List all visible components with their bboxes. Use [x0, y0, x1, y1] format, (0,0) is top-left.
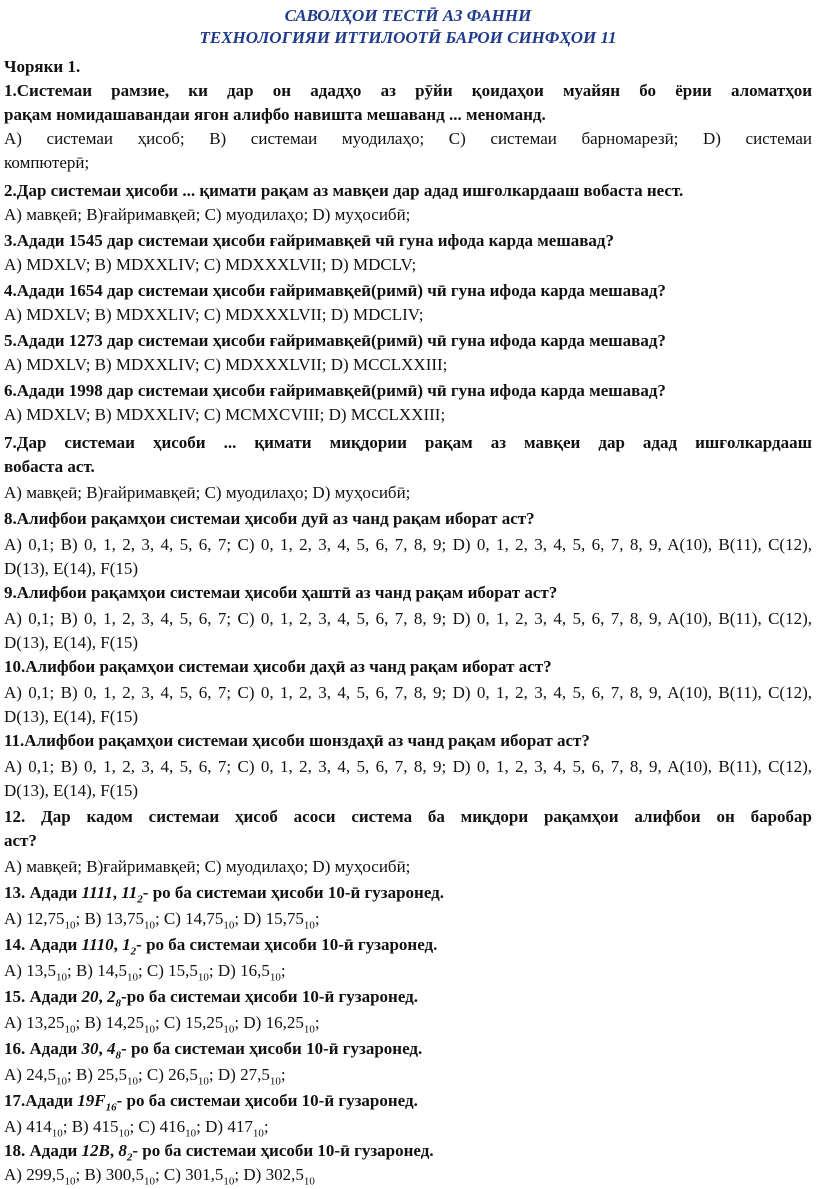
question-13-separator: , — [112, 883, 122, 902]
answer-option-base: 10 — [269, 971, 281, 984]
question-17-number: 19 — [77, 1091, 95, 1110]
question-18 — [4, 1140, 812, 1162]
question-1-answers-line-1: А) системаи ҳисоб; В) системаи муодилаҳо; С) системаи барномарезӣ; D) системаи — [4, 129, 812, 148]
question-17-instruction: - ро ба системаи ҳисоби 10-ӣ гузаронед. — [116, 1091, 418, 1110]
answer-option-separator: ; — [129, 1117, 139, 1136]
question-10-answers-line-2: D(13), E(14), F(15) — [4, 707, 139, 726]
question-12-line-2: аст? — [4, 831, 37, 850]
question-14-text: 14. Адади — [4, 935, 82, 954]
question-6: 6.Адади 1998 дар системаи ҳисоби ғайримавқеӣ(римӣ) чӣ гуна ифода карда мешавад? — [4, 381, 666, 400]
question-9-answers-line-2: D(13), E(14), F(15) — [4, 633, 139, 652]
question-14-instruction: - ро ба системаи ҳисоби 10-ӣ гузаронед. — [136, 935, 438, 954]
question-16-text: 16. Адади — [4, 1039, 82, 1058]
question-13-answers — [4, 908, 812, 930]
answer-option-separator: ; — [75, 1165, 85, 1184]
answer-option-separator: ; — [62, 1117, 72, 1136]
answer-option-separator: ; — [234, 1165, 244, 1184]
answer-option-separator: ; — [208, 1065, 218, 1084]
answer-option-value: 415 — [92, 1117, 119, 1136]
answer-option-label: D) — [243, 1165, 266, 1184]
question-8-answers-line-1: А) 0,1; В) 0, 1, 2, 3, 4, 5, 6, 7; С) 0, 1, 2, 3, 4, 5, 6, 7, 8, 9; D) 0, 1, 2, 3, 4, 5, 6, 7, 8, 9, A(10), B(11), C(12), — [4, 535, 812, 554]
question-4: 4.Адади 1654 дар системаи ҳисоби ғайримавқеӣ(римӣ) чӣ гуна ифода карда мешавад? — [4, 281, 666, 300]
question-14-base: 2 — [130, 945, 137, 958]
answer-option-separator: ; — [75, 1013, 85, 1032]
answer-option-value: 299,5 — [26, 1165, 65, 1184]
answer-option-base: 10 — [223, 1175, 235, 1188]
question-16-fraction: 4 — [107, 1039, 116, 1058]
answer-option-base: 10 — [197, 971, 209, 984]
question-14-number: 1110 — [81, 935, 114, 954]
answer-option-value: 14,5 — [97, 961, 127, 980]
question-16-separator: , — [98, 1039, 108, 1058]
question-18-instruction: - ро ба системаи ҳисоби 10-ӣ гузаронед. — [132, 1141, 434, 1160]
answer-option-separator: ; — [154, 1165, 164, 1184]
question-15-base: 8 — [115, 997, 122, 1010]
answer-option-base: 10 — [197, 1075, 209, 1088]
question-18-hex-digit: B — [98, 1141, 110, 1160]
answer-option-value: 302,5 — [265, 1165, 304, 1184]
question-10: 10.Алифбои рақамҳои системаи ҳисоби даҳӣ аз чанд рақам иборат аст? — [4, 657, 552, 676]
answer-option-base: 10 — [55, 971, 67, 984]
question-9: 9.Алифбои рақамҳои системаи ҳисоби ҳаштӣ аз чанд рақам иборат аст? — [4, 583, 558, 602]
answer-option-base: 10 — [143, 919, 155, 932]
answer-option-base: 10 — [303, 919, 315, 932]
answer-option-label: А) — [4, 1065, 27, 1084]
question-3-answers: А) MDXLV; B) MDXXLIV; C) MDXXXLVII; D) MDCLV; — [4, 255, 417, 274]
answer-option-base: 10 — [143, 1023, 155, 1036]
question-9-answers-line-1: А) 0,1; В) 0, 1, 2, 3, 4, 5, 6, 7; С) 0, 1, 2, 3, 4, 5, 6, 7, 8, 9; D) 0, 1, 2, 3, 4, 5, 6, 7, 8, 9, A(10), B(11), C(12), — [4, 609, 812, 628]
answer-option-base: 10 — [223, 1023, 235, 1036]
answer-option-label: D) — [243, 909, 266, 928]
question-1-answers-line-2: компютерӣ; — [4, 153, 90, 172]
question-5-answers: А) MDXLV; B) MDXXLIV; C) MDXXXLVII; D) MCCLXXIII; — [4, 355, 448, 374]
answer-option-label: D) — [217, 961, 241, 980]
answer-option-label: С) — [146, 961, 169, 980]
answer-option-base: 10 — [64, 1175, 76, 1188]
answer-option-value: 15,5 — [168, 961, 198, 980]
question-16-number: 30 — [81, 1039, 99, 1058]
answer-option-label: D) — [217, 1065, 241, 1084]
answer-option-value: 15,75 — [265, 909, 304, 928]
question-17-base: 16 — [105, 1101, 117, 1114]
answer-option-label: D) — [243, 1013, 266, 1032]
answer-option-value: 416 — [159, 1117, 186, 1136]
question-17 — [4, 1090, 812, 1112]
question-1-line-2: рақам номидашавандаи ягон алифбо навишта мешаванд ... меноманд. — [4, 105, 546, 124]
answer-option-separator: ; — [263, 1117, 269, 1136]
question-5: 5.Адади 1273 дар системаи ҳисоби ғайримавқеӣ(римӣ) чӣ гуна ифода карда мешавад? — [4, 331, 666, 350]
answer-option-value: 12,75 — [26, 909, 65, 928]
answer-option-separator: ; — [196, 1117, 206, 1136]
answer-option-base: 10 — [64, 1023, 76, 1036]
answer-option-separator: ; — [234, 909, 244, 928]
question-7-line-1: 7.Дар системаи ҳисоби ... қимати миқдории рақам аз мавқеи дар адад ишғолкардааш — [4, 433, 812, 452]
answer-option-base: 10 — [118, 1127, 130, 1140]
question-2-answers: А) мавқеӣ; В)ғайримавқеӣ; С) муодилаҳо; D) муҳосибӣ; — [4, 205, 411, 224]
question-16-answers — [4, 1064, 812, 1086]
answer-option-value: 13,75 — [105, 909, 144, 928]
answer-option-base: 10 — [64, 919, 76, 932]
question-18-answers — [4, 1164, 812, 1186]
answer-option-base: 10 — [303, 1175, 315, 1188]
answer-option-label: С) — [138, 1117, 160, 1136]
question-11-answers-line-1: А) 0,1; В) 0, 1, 2, 3, 4, 5, 6, 7; С) 0, 1, 2, 3, 4, 5, 6, 7, 8, 9; D) 0, 1, 2, 3, 4, 5, 6, 7, 8, 9, A(10), B(11), C(12), — [4, 757, 812, 776]
question-4-answers: А) MDXLV; B) MDXXLIV; C) MDXXXLVII; D) MDCLIV; — [4, 305, 424, 324]
answer-option-label: А) — [4, 1165, 27, 1184]
question-13-instruction: - ро ба системаи ҳисоби 10-ӣ гузаронед. — [142, 883, 444, 902]
answer-option-label: В) — [71, 1117, 93, 1136]
answer-option-value: 301,5 — [185, 1165, 224, 1184]
answer-option-separator: ; — [314, 909, 320, 928]
question-7-line-2: вобаста аст. — [4, 457, 95, 476]
question-1-line-1: 1.Системаи рамзие, ки дар он ададҳо аз рӯйи қоидаҳои муайян бо ёрии аломатҳои — [4, 81, 812, 100]
answer-option-separator: ; — [280, 1065, 286, 1084]
question-13-base: 2 — [137, 893, 143, 906]
answer-option-label: А) — [4, 1117, 27, 1136]
answer-option-separator: ; — [66, 1065, 76, 1084]
question-13-fraction: 11 — [121, 883, 138, 902]
answer-option-separator: ; — [75, 909, 85, 928]
answer-option-base: 10 — [185, 1127, 197, 1140]
question-13 — [4, 882, 812, 904]
question-18-base: 2 — [126, 1151, 133, 1164]
document-title-line-1: САВОЛҲОИ ТЕСТӢ АЗ ФАННИ — [284, 6, 532, 25]
answer-option-separator: ; — [234, 1013, 244, 1032]
question-6-answers: А) MDXLV; B) MDXXLIV; C) MCMXCVIII; D) MCCLXXIII; — [4, 405, 446, 424]
answer-option-separator: ; — [280, 961, 286, 980]
answer-option-value: 26,5 — [168, 1065, 198, 1084]
question-16 — [4, 1038, 812, 1060]
question-18-text: 18. Адади — [4, 1141, 82, 1160]
answer-option-base: 10 — [126, 1075, 138, 1088]
answer-option-base: 10 — [252, 1127, 264, 1140]
question-8-answers-line-2: D(13), E(14), F(15) — [4, 559, 139, 578]
question-14 — [4, 934, 812, 956]
answer-option-base: 10 — [126, 971, 138, 984]
question-10-answers-line-1: А) 0,1; В) 0, 1, 2, 3, 4, 5, 6, 7; С) 0, 1, 2, 3, 4, 5, 6, 7, 8, 9; D) 0, 1, 2, 3, 4, 5, 6, 7, 8, 9, A(10), B(11), C(12), — [4, 683, 812, 702]
question-15 — [4, 986, 812, 1008]
document-title-line-2: ТЕХНОЛОГИЯИ ИТТИЛООТӢ БАРОИ СИНФҲОИ 11 — [199, 28, 617, 47]
question-8: 8.Алифбои рақамҳои системаи ҳисоби дуӣ аз чанд рақам иборат аст? — [4, 509, 535, 528]
answer-option-value: 417 — [227, 1117, 253, 1136]
answer-option-label: А) — [4, 909, 27, 928]
answer-option-value: 16,5 — [240, 961, 270, 980]
question-18-number: 12 — [81, 1141, 99, 1160]
answer-option-separator: ; — [154, 1013, 164, 1032]
question-13-text: 13. Адади — [4, 883, 82, 902]
question-12-line-1: 12. Дар кадом системаи ҳисоб асоси система ба миқдори рақамҳои алифбои он баробар — [4, 807, 812, 826]
answer-option-label: А) — [4, 1013, 27, 1032]
answer-option-label: В) — [75, 961, 98, 980]
answer-option-base: 10 — [143, 1175, 155, 1188]
question-17-answers — [4, 1116, 812, 1138]
question-18-separator: , — [109, 1141, 119, 1160]
answer-option-value: 13,25 — [26, 1013, 65, 1032]
answer-option-value: 27,5 — [240, 1065, 270, 1084]
question-18-fraction: 8 — [118, 1141, 127, 1160]
question-2: 2.Дар системаи ҳисоби ... қимати рақам аз мавқеи дар адад ишғолкардааш вобаста нест. — [4, 181, 684, 200]
quarter-heading: Чоряки 1. — [4, 57, 81, 76]
answer-option-separator: ; — [154, 909, 164, 928]
answer-option-base: 10 — [303, 1023, 315, 1036]
answer-option-base: 10 — [51, 1127, 63, 1140]
answer-option-separator: ; — [314, 1013, 320, 1032]
question-13-number: 1111 — [81, 883, 113, 902]
answer-option-value: 25,5 — [97, 1065, 127, 1084]
answer-option-base: 10 — [223, 919, 235, 932]
answer-option-label: В) — [84, 1165, 106, 1184]
question-17-hex-digit: F — [94, 1091, 106, 1110]
question-15-separator: , — [98, 987, 108, 1006]
answer-option-base: 10 — [55, 1075, 67, 1088]
answer-option-label: А) — [4, 961, 27, 980]
question-12-answers: А) мавқеӣ; В)ғайримавқеӣ; С) муодилаҳо; D) муҳосибӣ; — [4, 857, 411, 876]
question-7-answers: А) мавқеӣ; В)ғайримавқеӣ; С) муодилаҳо; D) муҳосибӣ; — [4, 483, 411, 502]
answer-option-value: 14,75 — [185, 909, 224, 928]
question-15-fraction: 2 — [107, 987, 116, 1006]
answer-option-separator: ; — [137, 1065, 147, 1084]
answer-option-label: С) — [163, 1165, 186, 1184]
question-14-fraction: 1 — [122, 935, 131, 954]
answer-option-value: 13,5 — [26, 961, 56, 980]
answer-option-label: С) — [163, 909, 186, 928]
answer-option-value: 15,25 — [185, 1013, 224, 1032]
question-16-base: 8 — [115, 1049, 122, 1062]
answer-option-separator: ; — [137, 961, 147, 980]
answer-option-label: В) — [84, 909, 106, 928]
answer-option-label: С) — [146, 1065, 169, 1084]
answer-option-base: 10 — [269, 1075, 281, 1088]
answer-option-label: В) — [84, 1013, 106, 1032]
question-16-instruction: - ро ба системаи ҳисоби 10-ӣ гузаронед. — [121, 1039, 423, 1058]
answer-option-value: 24,5 — [26, 1065, 56, 1084]
answer-option-value: 414 — [26, 1117, 52, 1136]
answer-option-label: С) — [163, 1013, 186, 1032]
question-11-answers-line-2: D(13), E(14), F(15) — [4, 781, 139, 800]
answer-option-separator: ; — [208, 961, 218, 980]
question-3: 3.Адади 1545 дар системаи ҳисоби ғайримавқеӣ чӣ гуна ифода карда мешавад? — [4, 231, 614, 250]
question-15-instruction: -ро ба системаи ҳисоби 10-ӣ гузаронед. — [121, 987, 418, 1006]
answer-option-value: 16,25 — [265, 1013, 304, 1032]
answer-option-separator: ; — [66, 961, 76, 980]
question-17-text: 17.Адади — [4, 1091, 78, 1110]
question-11: 11.Алифбои рақамҳои системаи ҳисоби шонздаҳӣ аз чанд рақам иборат аст? — [4, 731, 590, 750]
question-15-number: 20 — [81, 987, 99, 1006]
answer-option-value: 300,5 — [105, 1165, 144, 1184]
question-14-answers — [4, 960, 812, 982]
answer-option-label: D) — [205, 1117, 228, 1136]
answer-option-value: 14,25 — [105, 1013, 144, 1032]
question-15-text: 15. Адади — [4, 987, 82, 1006]
question-15-answers — [4, 1012, 812, 1034]
question-14-separator: , — [113, 935, 123, 954]
answer-option-label: В) — [75, 1065, 98, 1084]
